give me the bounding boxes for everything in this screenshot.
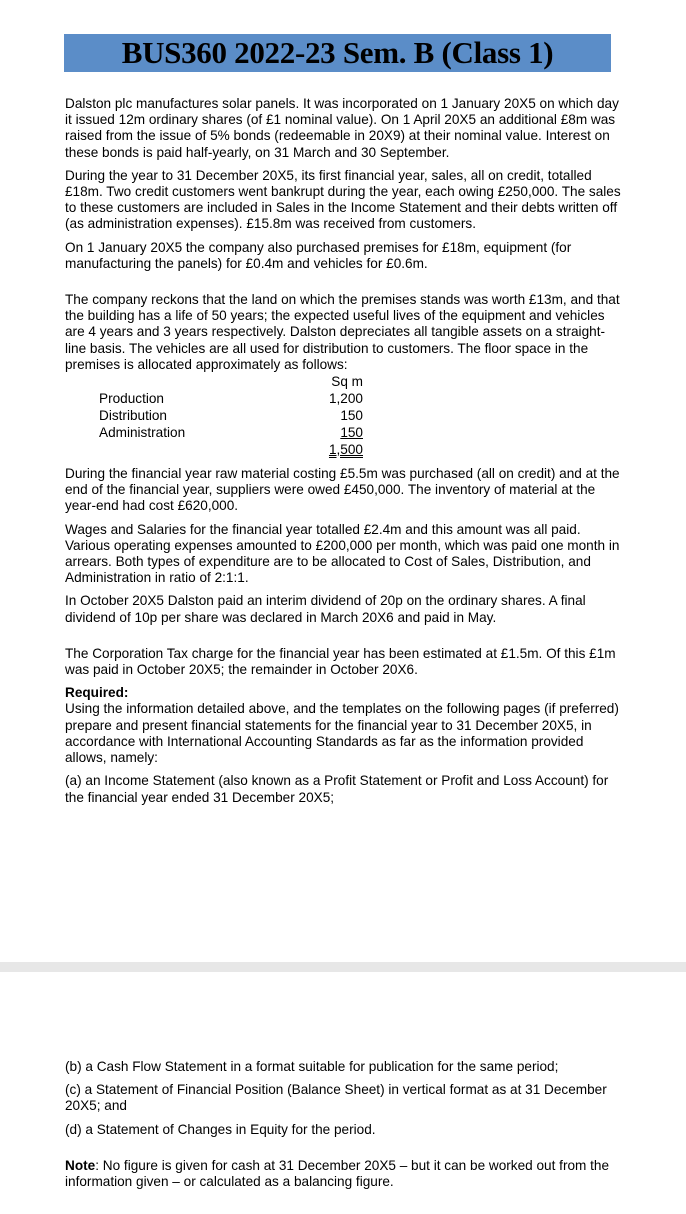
required-intro: Using the information detailed above, and the templates on the following pages (if preferred) prepare and present financial statements for the financial year to 31 December 20X5, in accordance with International Accounting Standards as far as the information provided allows, namely: xyxy=(65,701,619,766)
page-divider xyxy=(0,962,686,972)
paragraph-incorporation: Dalston plc manufactures solar panels. It was incorporated on 1 January 20X5 on which day it issued 12m ordinary shares (of £1 nominal value). On 1 April 20X5 an additional £8m was raised from the issue of 5% bonds (redeemable in 20X9) at their nominal value. Interest on these bonds is paid half-yearly, on 31 March and 30 September. xyxy=(65,96,619,160)
note xyxy=(65,1158,625,1190)
required-heading: Required: xyxy=(65,685,129,701)
floor-space-label: Distribution xyxy=(99,408,167,424)
requirement-d: (d) a Statement of Changes in Equity for the period. xyxy=(65,1121,376,1137)
requirement-b: (b) a Cash Flow Statement in a format suitable for publication for the same period; xyxy=(65,1059,559,1074)
document-title: BUS360 2022-23 Sem. B (Class 1) xyxy=(121,35,554,70)
paragraph-purchases: On 1 January 20X5 the company also purchased premises for £18m, equipment (for manufacturing the panels) for £0.4m and vehicles for £0.6m. xyxy=(65,239,572,271)
floor-space-table xyxy=(65,374,625,458)
note-text: : No figure is given for cash at 31 December 20X5 – but it can be worked out from the information given – or calculated as a balancing figure. xyxy=(65,1157,610,1190)
floor-space-label: Administration xyxy=(99,425,186,441)
paragraph-wages: Wages and Salaries for the financial year totalled £2.4m and this amount was all paid. Various operating expenses amounted to £200,000 per month, which was paid one month in arrears. Both types of expenditure are to be allocated to Cost of Sales, Distribution, and Administration in ratio of 2:1:1. xyxy=(65,521,620,586)
paragraph-depreciation: The company reckons that the land on which the premises stands was worth £13m, and that the building has a life of 50 years; the expected useful lives of the equipment and vehicles are 4 years and 3 years respectively. Dalston depreciates all tangible assets on a straight-line basis. The vehicles are all used for distribution to customers. The floor space in the premises is allocated approximately as follows: xyxy=(65,292,620,372)
floor-space-label: Production xyxy=(99,391,164,407)
paragraph-materials: During the financial year raw material costing £5.5m was purchased (all on credit) and at the end of the financial year, suppliers were owed £450,000. The inventory of material at the year-end had cost £620,000. xyxy=(65,466,620,514)
question-page-1 xyxy=(65,96,625,813)
requirement-c: (c) a Statement of Financial Position (Balance Sheet) in vertical format as at 31 December 20X5; and xyxy=(65,1082,607,1114)
paragraph-dividends: In October 20X5 Dalston paid an interim dividend of 20p on the ordinary shares. A final dividend of 10p per share was declared in March 20X6 and paid in May. xyxy=(65,593,586,625)
paragraph-tax: The Corporation Tax charge for the financial year has been estimated at £1.5m. Of this £1m was paid in October 20X5; the remainder in October 20X6. xyxy=(65,645,616,678)
floor-space-value: 1,200 xyxy=(328,391,363,407)
note-label: Note xyxy=(65,1157,96,1173)
floor-space-value: 150 xyxy=(340,408,363,424)
paragraph-sales: During the year to 31 December 20X5, its first financial year, sales, all on credit, totalled £18m. Two credit customers went bankrupt during the year, each owing £250,000. The sales to these customers are included in Sales in the Income Statement and their debts written off (as administration expenses). £15.8m was received from customers. xyxy=(65,167,621,232)
requirement-a: (a) an Income Statement (also known as a Profit Statement or Profit and Loss Account) for the financial year ended 31 December 20X5; xyxy=(65,773,609,805)
floor-space-total: 1,500 xyxy=(328,442,363,458)
floor-space-unit-header: Sq m xyxy=(331,374,363,390)
question-page-2 xyxy=(65,1059,625,1197)
floor-space-value: 150 xyxy=(340,425,363,441)
title-banner xyxy=(64,34,611,72)
